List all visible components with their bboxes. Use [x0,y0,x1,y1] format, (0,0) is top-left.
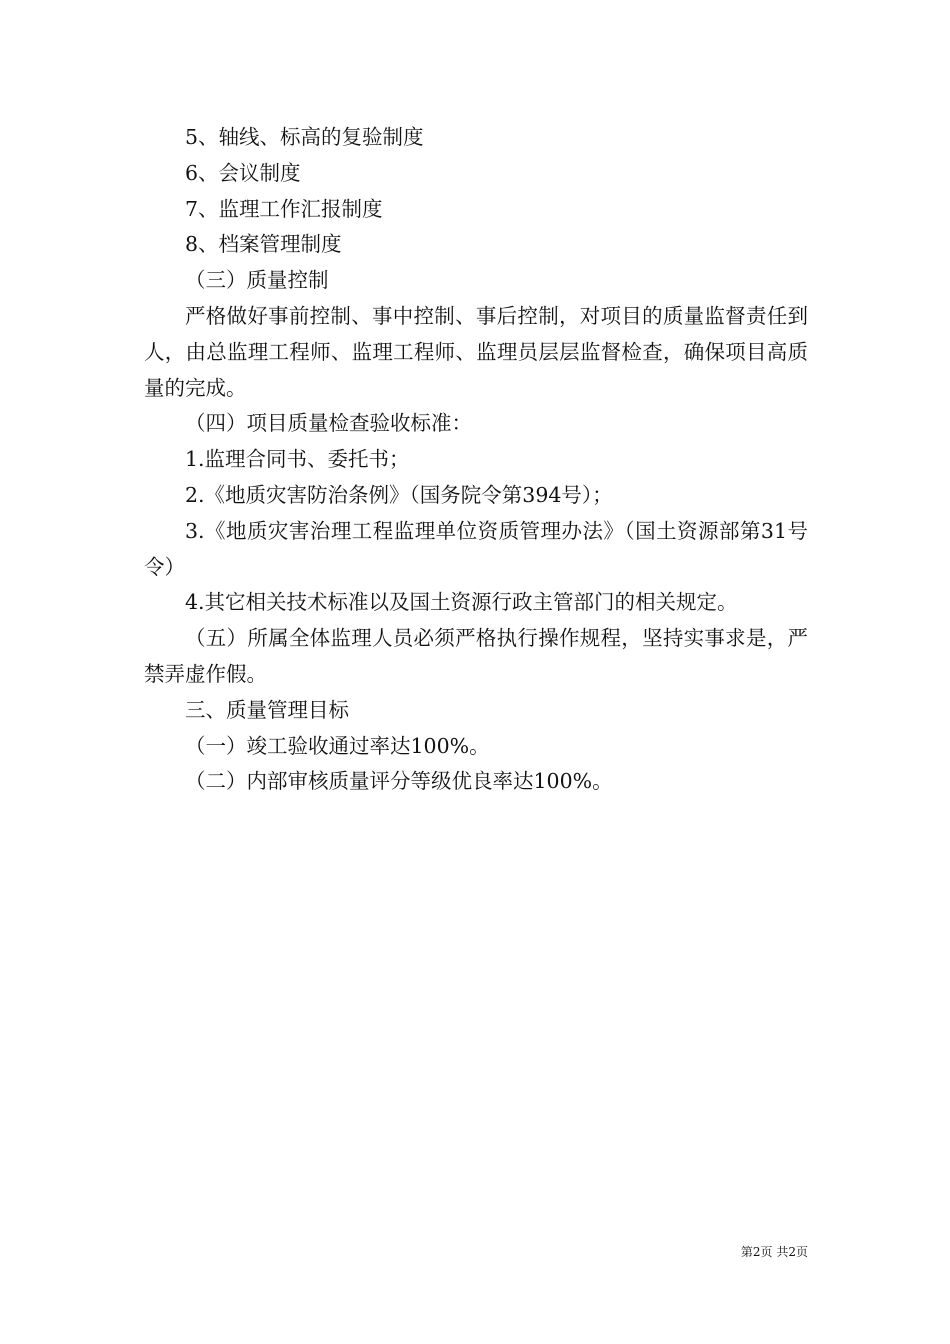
list-item-contract: 1.监理合同书、委托书； [185,447,410,472]
paragraph-meeting-system: 6、会议制度 [185,160,301,185]
goal-item-internal-audit: （二）内部审核质量评分等级优良率达100%。 [185,769,613,794]
paragraph-archive-system: 8、档案管理制度 [185,232,342,257]
section-heading-acceptance-standards: （四）项目质量检查验收标准： [185,411,472,436]
paragraph-axis-elevation-recheck: 5、轴线、标高的复验制度 [185,125,424,149]
document-body [144,120,808,800]
section-heading-quality-control: （三）质量控制 [185,268,329,293]
goal-item-completion-acceptance: （一）竣工验收通过率达100%。 [185,733,490,758]
list-item-qualification-measures: 3.《地质灾害治理工程监理单位资质管理办法》（国土资源部第31号令） [144,518,808,579]
list-item-other-standards: 4.其它相关技术标准以及国土资源行政主管部门的相关规定。 [185,590,738,615]
paragraph-quality-control-body: 严格做好事前控制、事中控制、事后控制，对项目的质量监督责任到人，由总监理工程师、监理工程师、监理员层层监督检查，确保项目高质量的完成。 [144,303,808,400]
page-number-footer: 第2页 共2页 [740,1245,808,1259]
list-item-regulation: 2.《地质灾害防治条例》（国务院令第394号）； [185,482,613,507]
paragraph-work-report-system: 7、监理工作汇报制度 [185,196,383,221]
section-heading-quality-goals: 三、质量管理目标 [185,697,349,722]
paragraph-personnel-requirement: （五）所属全体监理人员必须严格执行操作规程，坚持实事求是，严禁弄虚作假。 [144,626,808,686]
